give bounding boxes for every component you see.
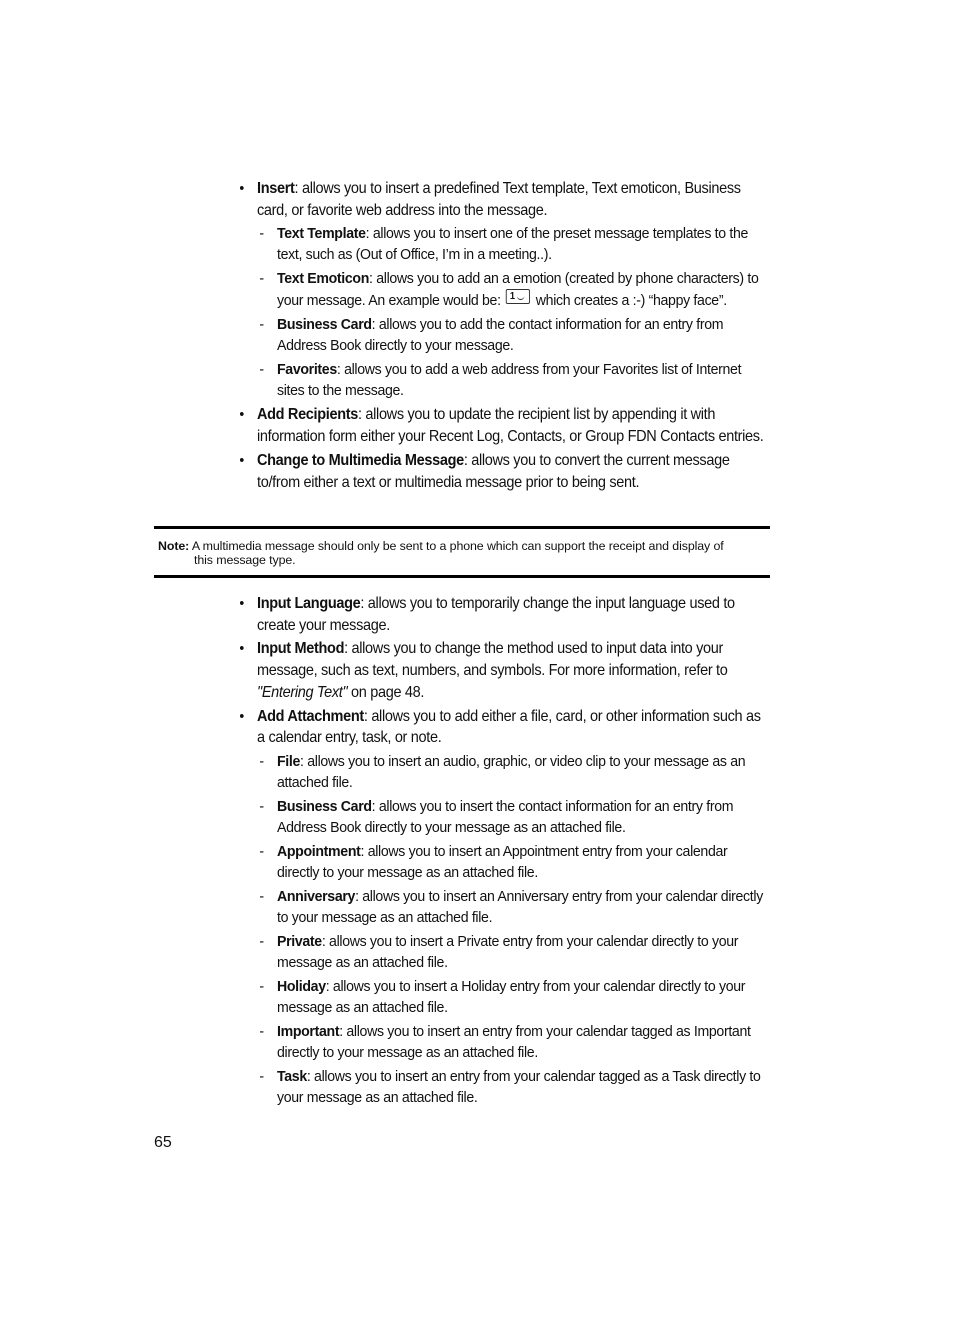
key-1-icon bbox=[506, 289, 530, 304]
bullet-add-recipients bbox=[239, 404, 769, 447]
desc-task: : allows you to insert an entry from your calendar tagged as a Task directly to your message as an attached file. bbox=[277, 1067, 761, 1106]
bullet-input-method bbox=[239, 638, 769, 703]
term-holiday: Holiday bbox=[277, 977, 326, 995]
bullet-mark: • bbox=[239, 451, 244, 469]
sub-business-card-attach bbox=[259, 796, 770, 838]
desc-private: : allows you to insert a Private entry from your calendar directly to your message as an attached file. bbox=[277, 932, 739, 971]
term-text-template: Text Template bbox=[277, 225, 366, 243]
desc-favorites: : allows you to add a web address from your Favorites list of Internet sites to the message. bbox=[277, 361, 742, 400]
desc-insert: : allows you to insert a predefined Text template, Text emoticon, Business card, or favorite web address into the message. bbox=[257, 180, 741, 219]
term-text-emoticon: Text Emoticon bbox=[277, 270, 370, 288]
term-private: Private bbox=[277, 932, 322, 950]
section-bottom bbox=[0, 593, 954, 1111]
sub-text-emoticon bbox=[259, 268, 770, 311]
desc-text-emoticon: : allows you to add an a emotion (created by phone characters) to your message. An example would be: bbox=[277, 270, 759, 310]
desc-appointment: : allows you to insert an Appointment entry from your calendar directly to your message as an attached file. bbox=[277, 842, 728, 881]
term-add-attachment: Add Attachment bbox=[257, 707, 364, 725]
sub-business-card bbox=[259, 314, 770, 356]
desc-text-emoticon-after: which creates a :-) “happy face”. bbox=[535, 292, 727, 310]
term-task: Task bbox=[277, 1067, 307, 1085]
term-insert: Insert bbox=[257, 180, 295, 197]
ref-page: on page 48. bbox=[347, 683, 425, 701]
sub-file bbox=[259, 751, 770, 793]
desc-business-card-attach: : allows you to insert the contact information for an entry from Address Book directly to your message as an attached file. bbox=[277, 797, 734, 836]
bullet-change-mm bbox=[239, 450, 769, 493]
sub-favorites bbox=[259, 359, 770, 401]
note-text bbox=[158, 539, 768, 567]
bullet-add-attachment bbox=[239, 706, 769, 749]
desc-add-attachment: : allows you to add either a file, card, or other information such as a calendar entry, task, or note. bbox=[257, 707, 761, 747]
dash-mark: - bbox=[259, 932, 264, 950]
sub-anniversary bbox=[259, 886, 770, 928]
bullet-input-language bbox=[239, 593, 769, 636]
term-business-card-attach: Business Card bbox=[277, 797, 372, 815]
term-anniversary: Anniversary bbox=[277, 887, 356, 905]
dash-mark: - bbox=[259, 1067, 264, 1085]
desc-anniversary: : allows you to insert an Anniversary entry from your calendar directly to your message as an attached file. bbox=[277, 887, 763, 926]
sub-private bbox=[259, 931, 770, 973]
page-number: 65 bbox=[154, 1134, 172, 1151]
desc-change-mm: : allows you to convert the current message to/from either a text or multimedia message prior to being sent. bbox=[257, 451, 730, 491]
bullet-mark: • bbox=[239, 707, 244, 725]
term-appointment: Appointment bbox=[277, 842, 361, 860]
note-box bbox=[154, 526, 770, 578]
dash-mark: - bbox=[259, 887, 264, 905]
note-label: Note: bbox=[158, 539, 190, 553]
dash-mark: - bbox=[259, 316, 264, 334]
bullet-insert bbox=[239, 178, 769, 221]
note-line-2: this message type. bbox=[194, 553, 296, 567]
term-business-card: Business Card bbox=[277, 316, 372, 334]
dash-mark: - bbox=[259, 225, 264, 243]
term-favorites: Favorites bbox=[277, 361, 337, 379]
dash-mark: - bbox=[259, 842, 264, 860]
sub-appointment bbox=[259, 841, 770, 883]
dash-mark: - bbox=[259, 361, 264, 379]
desc-input-language: : allows you to temporarily change the input language used to create your message. bbox=[257, 595, 735, 634]
term-input-method: Input Method bbox=[257, 640, 345, 658]
term-file: File bbox=[277, 752, 301, 770]
desc-important: : allows you to insert an entry from your calendar tagged as Important directly to your message as an attached file. bbox=[277, 1022, 751, 1061]
desc-holiday: : allows you to insert a Holiday entry from your calendar directly to your message as an attached file. bbox=[277, 977, 746, 1016]
sub-holiday bbox=[259, 976, 770, 1018]
dash-mark: - bbox=[259, 270, 264, 288]
bullet-mark: • bbox=[239, 595, 244, 612]
bullet-mark: • bbox=[239, 180, 244, 197]
dash-mark: - bbox=[259, 752, 264, 770]
desc-input-method: : allows you to change the method used to input data into your message, such as text, numbers, and symbols. For more information, refer to bbox=[257, 640, 728, 680]
note-line-1 bbox=[158, 539, 768, 553]
bullet-mark: • bbox=[239, 640, 244, 658]
desc-business-card: : allows you to add the contact information for an entry from Address Book directly to your message. bbox=[277, 316, 724, 355]
term-add-recipients: Add Recipients bbox=[257, 406, 359, 424]
desc-file: : allows you to insert an audio, graphic, or video clip to your message as an attached file. bbox=[277, 752, 746, 791]
section-top bbox=[0, 178, 954, 495]
sub-text-template bbox=[259, 223, 770, 265]
cross-reference-link[interactable]: "Entering Text" bbox=[257, 683, 348, 701]
term-input-language: Input Language bbox=[257, 595, 361, 612]
sub-important bbox=[259, 1021, 770, 1063]
note-body: A multimedia message should only be sent to a phone which can support the receipt and display of bbox=[189, 539, 724, 553]
desc-add-recipients: : allows you to update the recipient list by appending it with information form either your Recent Log, Contacts, or Group FDN Contacts entries. bbox=[257, 406, 764, 446]
desc-text-template: : allows you to insert one of the preset message templates to the text, such as (Out of Office, I’m in a meeting..). bbox=[277, 225, 749, 264]
term-important: Important bbox=[277, 1022, 340, 1040]
dash-mark: - bbox=[259, 797, 264, 815]
dash-mark: - bbox=[259, 1022, 264, 1040]
dash-mark: - bbox=[259, 977, 264, 995]
sub-task bbox=[259, 1066, 770, 1108]
bullet-mark: • bbox=[239, 406, 244, 424]
term-change-mm: Change to Multimedia Message bbox=[257, 451, 464, 469]
